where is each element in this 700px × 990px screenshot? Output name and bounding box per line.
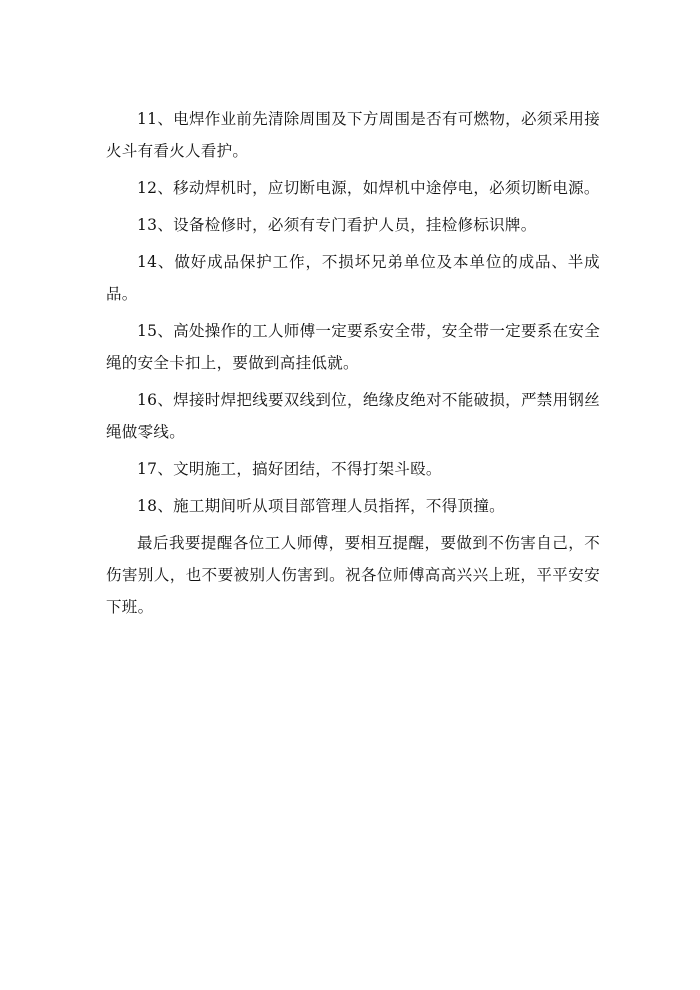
- paragraph-item-12: 12、移动焊机时，应切断电源，如焊机中途停电，必须切断电源。: [137, 179, 600, 197]
- paragraph-item-16: 16、焊接时焊把线要双线到位，绝缘皮绝对不能破损，严禁用钢丝绳做零线。: [106, 391, 600, 441]
- paragraph-item-17: 17、文明施工，搞好团结，不得打架斗殴。: [137, 460, 442, 478]
- paragraph-item-11: 11、电焊作业前先清除周围及下方周围是否有可燃物，必须采用接火斗有看火人看护。: [106, 110, 600, 160]
- paragraph-item-15: 15、高处操作的工人师傅一定要系安全带，安全带一定要系在安全绳的安全卡扣上，要做到高挂低就。: [106, 322, 600, 372]
- paragraph-item-14: 14、做好成品保护工作，不损坏兄弟单位及本单位的成品、半成品。: [106, 253, 600, 303]
- paragraph-item-13: 13、设备检修时，必须有专门看护人员，挂检修标识牌。: [137, 216, 537, 234]
- paragraph-item-18: 18、施工期间听从项目部管理人员指挥，不得顶撞。: [137, 497, 505, 515]
- document-body: [106, 103, 600, 628]
- closing-paragraph: 最后我要提醒各位工人师傅，要相互提醒，要做到不伤害自己，不伤害别人，也不要被别人伤害到。祝各位师傅高高兴兴上班，平平安安下班。: [106, 534, 600, 616]
